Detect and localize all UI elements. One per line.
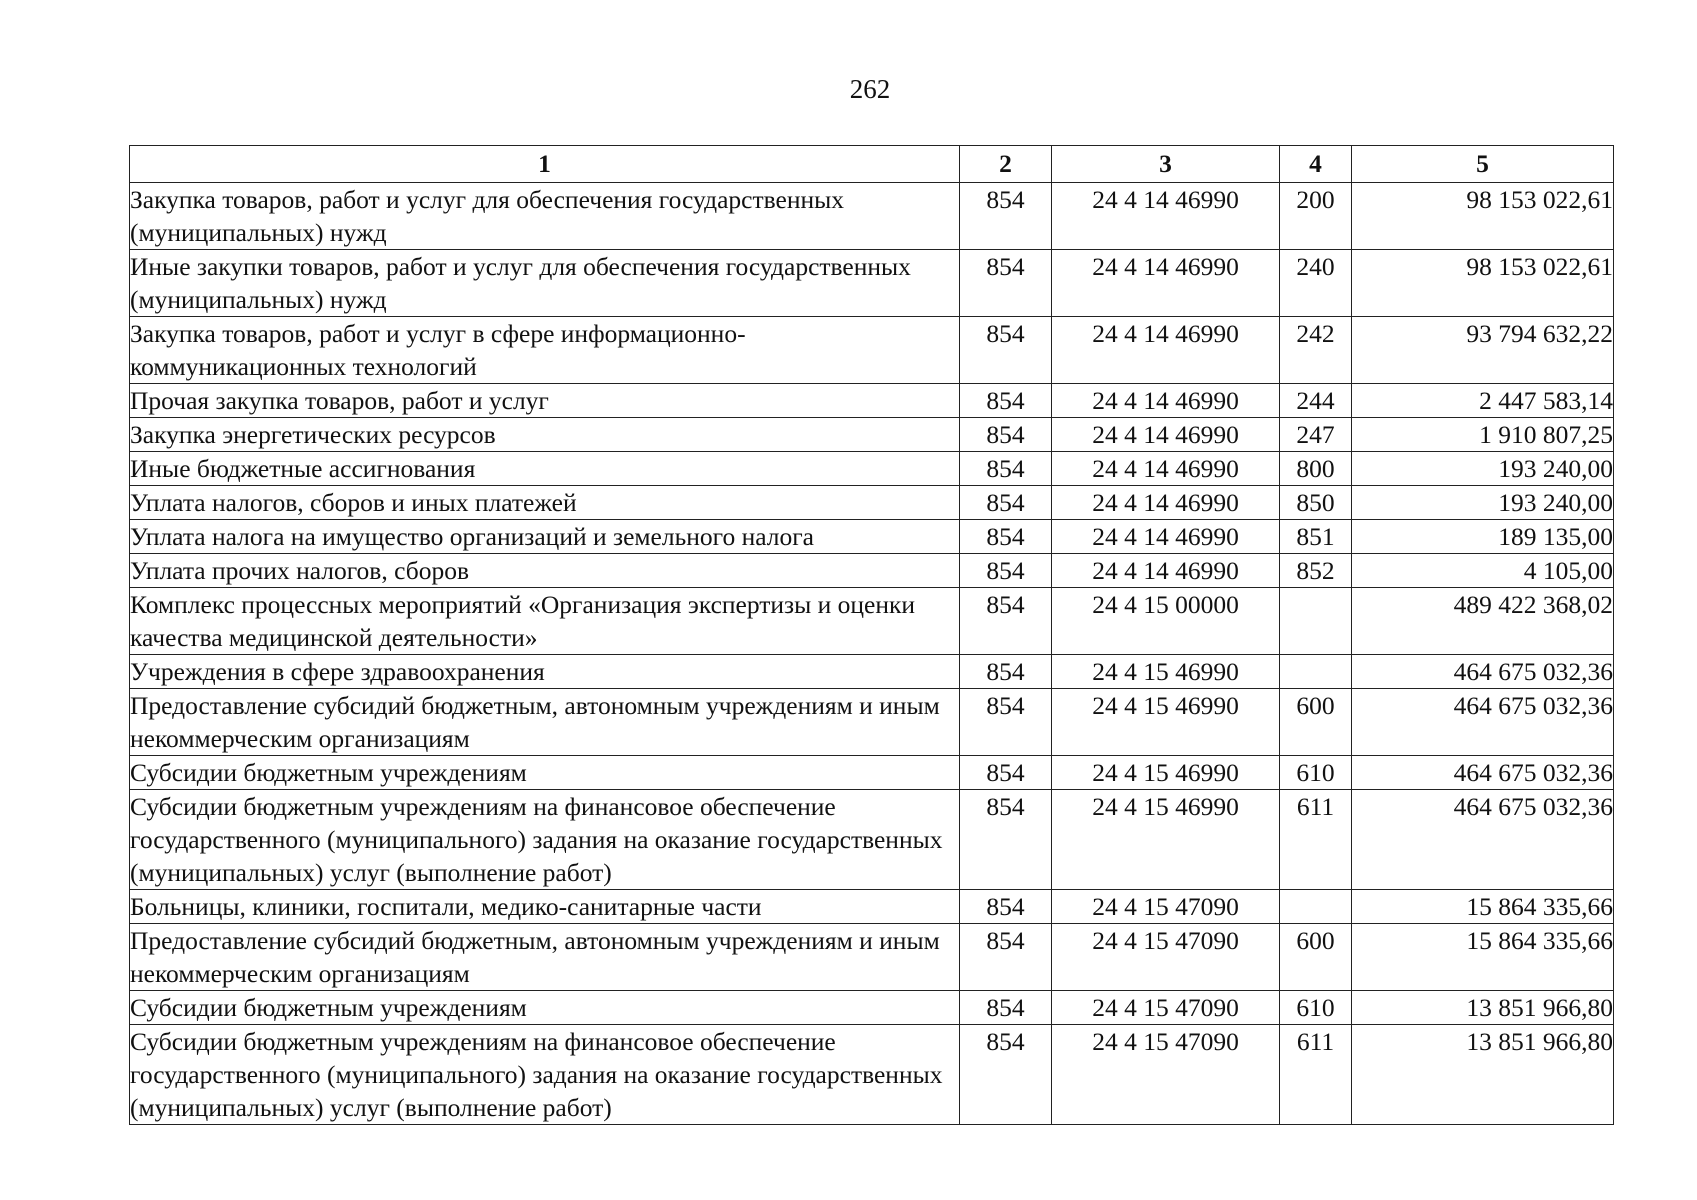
row-grbs-cell: 854 — [960, 250, 1052, 317]
row-amount-cell: 13 851 966,80 — [1352, 991, 1614, 1025]
header-col-4: 4 — [1280, 146, 1352, 183]
row-vr-cell: 800 — [1280, 452, 1352, 486]
row-csr-cell: 24 4 15 46990 — [1052, 756, 1280, 790]
row-vr-cell: 852 — [1280, 554, 1352, 588]
row-name-cell: Уплата прочих налогов, сборов — [130, 554, 960, 588]
row-vr-cell: 242 — [1280, 317, 1352, 384]
row-amount-cell: 489 422 368,02 — [1352, 588, 1614, 655]
header-col-1: 1 — [130, 146, 960, 183]
table-body — [130, 183, 1614, 1125]
row-csr-cell: 24 4 15 46990 — [1052, 655, 1280, 689]
row-grbs-cell: 854 — [960, 655, 1052, 689]
row-csr-cell: 24 4 14 46990 — [1052, 418, 1280, 452]
row-grbs-cell: 854 — [960, 756, 1052, 790]
row-grbs-cell: 854 — [960, 520, 1052, 554]
table-row — [130, 588, 1614, 655]
header-col-5: 5 — [1352, 146, 1614, 183]
table-row — [130, 756, 1614, 790]
row-name-cell: Предоставление субсидий бюджетным, автономным учреждениям и иным некоммерческим организациям — [130, 689, 960, 756]
row-csr-cell: 24 4 14 46990 — [1052, 486, 1280, 520]
row-name-cell: Закупка товаров, работ и услуг в сфере информационно-коммуникационных технологий — [130, 317, 960, 384]
table-row — [130, 183, 1614, 250]
row-amount-cell: 189 135,00 — [1352, 520, 1614, 554]
header-col-2: 2 — [960, 146, 1052, 183]
row-amount-cell: 2 447 583,14 — [1352, 384, 1614, 418]
page-number: 262 — [849, 74, 891, 104]
header-row — [130, 146, 1614, 183]
row-name-cell: Иные закупки товаров, работ и услуг для обеспечения государственных (муниципальных) нужд — [130, 250, 960, 317]
row-grbs-cell: 854 — [960, 924, 1052, 991]
row-amount-cell: 15 864 335,66 — [1352, 890, 1614, 924]
row-csr-cell: 24 4 14 46990 — [1052, 183, 1280, 250]
row-csr-cell: 24 4 15 47090 — [1052, 991, 1280, 1025]
table-row — [130, 689, 1614, 756]
budget-table — [129, 145, 1614, 1125]
row-csr-cell: 24 4 15 47090 — [1052, 1025, 1280, 1125]
table-row — [130, 317, 1614, 384]
row-vr-cell: 240 — [1280, 250, 1352, 317]
row-name-cell: Субсидии бюджетным учреждениям — [130, 756, 960, 790]
row-name-cell: Закупка товаров, работ и услуг для обеспечения государственных (муниципальных) нужд — [130, 183, 960, 250]
row-grbs-cell: 854 — [960, 1025, 1052, 1125]
table-row — [130, 452, 1614, 486]
table-row — [130, 890, 1614, 924]
row-name-cell: Иные бюджетные ассигнования — [130, 452, 960, 486]
row-vr-cell: 600 — [1280, 689, 1352, 756]
row-csr-cell: 24 4 14 46990 — [1052, 317, 1280, 384]
row-amount-cell: 98 153 022,61 — [1352, 183, 1614, 250]
row-amount-cell: 464 675 032,36 — [1352, 790, 1614, 890]
row-csr-cell: 24 4 15 47090 — [1052, 890, 1280, 924]
row-csr-cell: 24 4 15 00000 — [1052, 588, 1280, 655]
row-amount-cell: 13 851 966,80 — [1352, 1025, 1614, 1125]
row-grbs-cell: 854 — [960, 317, 1052, 384]
row-vr-cell: 200 — [1280, 183, 1352, 250]
row-vr-cell: 600 — [1280, 924, 1352, 991]
row-name-cell: Уплата налога на имущество организаций и земельного налога — [130, 520, 960, 554]
row-name-cell: Субсидии бюджетным учреждениям — [130, 991, 960, 1025]
row-vr-cell: 611 — [1280, 790, 1352, 890]
row-amount-cell: 464 675 032,36 — [1352, 689, 1614, 756]
row-name-cell: Субсидии бюджетным учреждениям на финансовое обеспечение государственного (муниципального) задания на оказание государственных (муниципальных) услуг (выполнение работ) — [130, 1025, 960, 1125]
row-csr-cell: 24 4 14 46990 — [1052, 384, 1280, 418]
row-grbs-cell: 854 — [960, 790, 1052, 890]
row-vr-cell: 611 — [1280, 1025, 1352, 1125]
table-row — [130, 1025, 1614, 1125]
row-grbs-cell: 854 — [960, 991, 1052, 1025]
row-vr-cell — [1280, 655, 1352, 689]
row-csr-cell: 24 4 14 46990 — [1052, 250, 1280, 317]
row-vr-cell: 851 — [1280, 520, 1352, 554]
row-grbs-cell: 854 — [960, 689, 1052, 756]
row-amount-cell: 193 240,00 — [1352, 452, 1614, 486]
row-vr-cell: 850 — [1280, 486, 1352, 520]
row-name-cell: Учреждения в сфере здравоохранения — [130, 655, 960, 689]
row-name-cell: Больницы, клиники, госпитали, медико-санитарные части — [130, 890, 960, 924]
row-name-cell: Прочая закупка товаров, работ и услуг — [130, 384, 960, 418]
row-amount-cell: 1 910 807,25 — [1352, 418, 1614, 452]
table-row — [130, 554, 1614, 588]
table-row — [130, 250, 1614, 317]
row-amount-cell: 4 105,00 — [1352, 554, 1614, 588]
row-amount-cell: 15 864 335,66 — [1352, 924, 1614, 991]
row-csr-cell: 24 4 14 46990 — [1052, 520, 1280, 554]
table-row — [130, 520, 1614, 554]
table-row — [130, 991, 1614, 1025]
row-name-cell: Уплата налогов, сборов и иных платежей — [130, 486, 960, 520]
header-col-3: 3 — [1052, 146, 1280, 183]
row-name-cell: Комплекс процессных мероприятий «Организация экспертизы и оценки качества медицинской деятельности» — [130, 588, 960, 655]
row-amount-cell: 464 675 032,36 — [1352, 756, 1614, 790]
table-row — [130, 418, 1614, 452]
row-amount-cell: 98 153 022,61 — [1352, 250, 1614, 317]
row-csr-cell: 24 4 15 46990 — [1052, 790, 1280, 890]
table-row — [130, 924, 1614, 991]
row-vr-cell: 610 — [1280, 991, 1352, 1025]
row-csr-cell: 24 4 14 46990 — [1052, 452, 1280, 486]
row-name-cell: Закупка энергетических ресурсов — [130, 418, 960, 452]
row-grbs-cell: 854 — [960, 418, 1052, 452]
row-grbs-cell: 854 — [960, 486, 1052, 520]
row-grbs-cell: 854 — [960, 890, 1052, 924]
row-name-cell: Предоставление субсидий бюджетным, автономным учреждениям и иным некоммерческим организациям — [130, 924, 960, 991]
table-row — [130, 384, 1614, 418]
row-name-cell: Субсидии бюджетным учреждениям на финансовое обеспечение государственного (муниципального) задания на оказание государственных (муниципальных) услуг (выполнение работ) — [130, 790, 960, 890]
row-vr-cell — [1280, 588, 1352, 655]
table-row — [130, 790, 1614, 890]
table-row — [130, 486, 1614, 520]
row-vr-cell — [1280, 890, 1352, 924]
row-grbs-cell: 854 — [960, 452, 1052, 486]
row-amount-cell: 93 794 632,22 — [1352, 317, 1614, 384]
row-amount-cell: 193 240,00 — [1352, 486, 1614, 520]
row-csr-cell: 24 4 14 46990 — [1052, 554, 1280, 588]
row-grbs-cell: 854 — [960, 183, 1052, 250]
row-csr-cell: 24 4 15 47090 — [1052, 924, 1280, 991]
row-vr-cell: 244 — [1280, 384, 1352, 418]
row-vr-cell: 247 — [1280, 418, 1352, 452]
row-grbs-cell: 854 — [960, 588, 1052, 655]
row-grbs-cell: 854 — [960, 554, 1052, 588]
row-vr-cell: 610 — [1280, 756, 1352, 790]
row-amount-cell: 464 675 032,36 — [1352, 655, 1614, 689]
row-grbs-cell: 854 — [960, 384, 1052, 418]
row-csr-cell: 24 4 15 46990 — [1052, 689, 1280, 756]
table-row — [130, 655, 1614, 689]
